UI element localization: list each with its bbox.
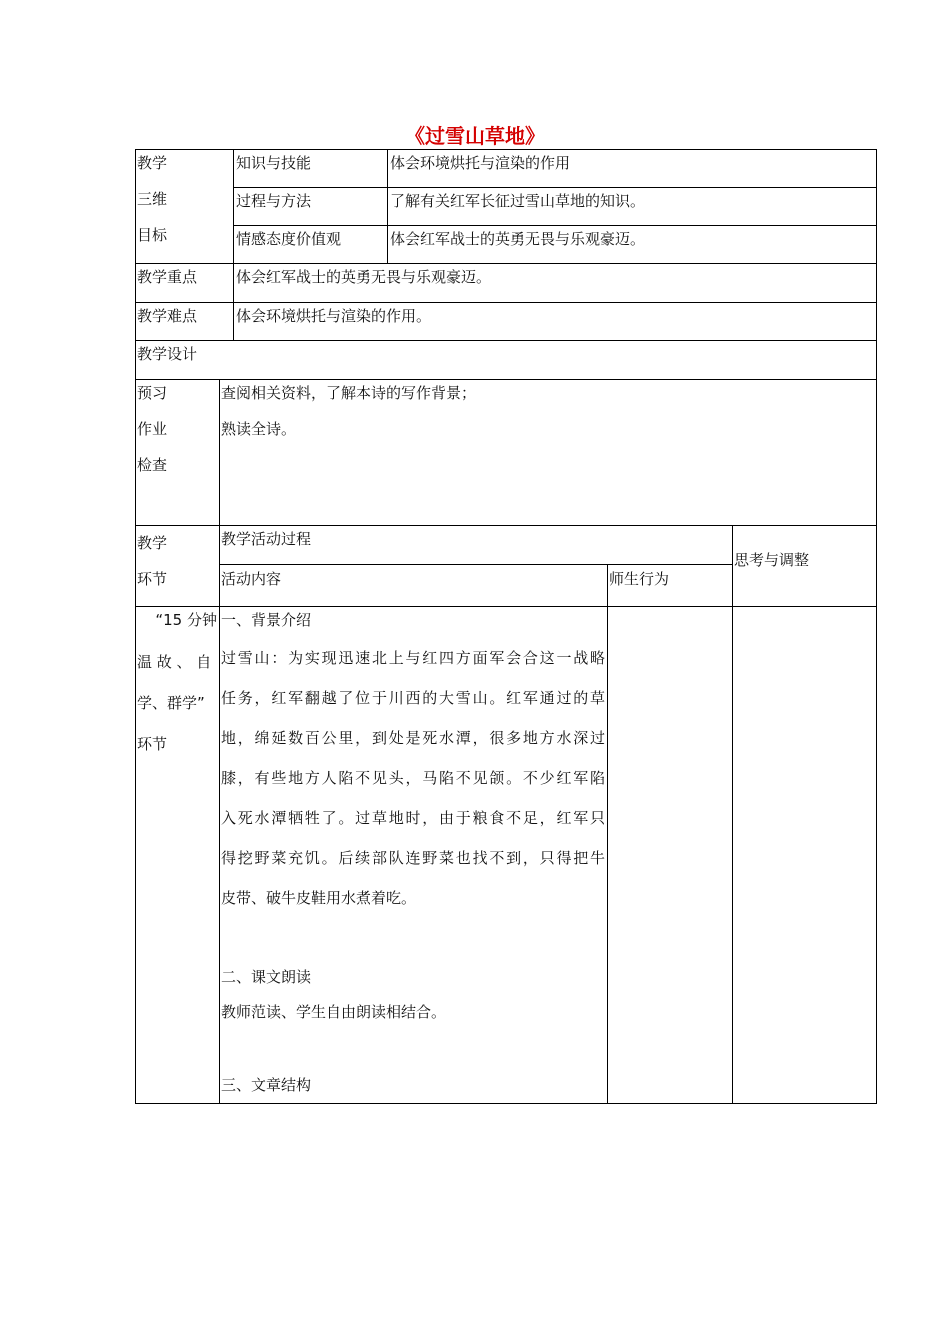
section-heading: 二、课文朗读: [221, 968, 312, 986]
section-heading: 一、背景介绍: [221, 611, 312, 629]
table-border-right: [876, 149, 877, 1104]
paragraph-line: 入死水潭牺牲了。过草地时，由于粮食不足，红军只: [221, 809, 605, 827]
goal-category: 情感态度价值观: [236, 230, 342, 248]
key-point-content: 体会红军战士的英勇无畏与乐观豪迈。: [236, 268, 492, 286]
background-paragraph: [221, 638, 605, 918]
table-divider: [135, 606, 877, 607]
difficulty-content: 体会环境烘托与渲染的作用。: [236, 307, 432, 325]
table-divider: [135, 379, 877, 380]
paragraph-line: 皮带、破牛皮鞋用水煮着吃。: [221, 889, 417, 907]
preview-line: 查阅相关资料，了解本诗的写作背景；: [221, 384, 477, 402]
teacher-student-header: 师生行为: [609, 570, 670, 588]
table-divider: [233, 149, 234, 341]
design-label: 教学设计: [137, 345, 198, 363]
table-divider: [732, 525, 733, 1104]
activity-process-header: 教学活动过程: [221, 530, 312, 548]
paragraph-line: 任务，红军翻越了位于川西的大雪山。红军通过的草: [221, 689, 605, 707]
preview-label: 预习: [137, 384, 168, 402]
paragraph-line: 过雪山：为实现迅速北上与红四方面军会合这一战略: [221, 649, 605, 667]
key-point-label: 教学重点: [137, 268, 198, 286]
table-border-left: [135, 149, 136, 1104]
goal-content: 体会红军战士的英勇无畏与乐观豪迈。: [390, 230, 646, 248]
goal-category: 知识与技能: [236, 154, 312, 172]
stage-label: 学、群学”: [137, 694, 205, 712]
preview-line: 熟读全诗。: [221, 420, 297, 438]
paragraph-line: 地，绵延数百公里，到处是死水潭，很多地方水深过: [221, 729, 605, 747]
goals-label: 目标: [137, 226, 168, 244]
stage-label: “15 分钟: [155, 611, 217, 629]
difficulty-label: 教学难点: [137, 307, 198, 325]
goal-category: 过程与方法: [236, 192, 312, 210]
table-divider: [219, 379, 220, 1104]
goal-content: 了解有关红军长征过雪山草地的知识。: [390, 192, 646, 210]
table-border-bottom: [135, 1103, 877, 1104]
stage-label: 温 故 、 自: [137, 653, 212, 671]
reading-text: 教师范读、学生自由朗读相结合。: [221, 1003, 447, 1021]
table-divider: [135, 340, 877, 341]
goal-content: 体会环境烘托与渲染的作用: [390, 154, 571, 172]
goals-label: 教学: [137, 154, 168, 172]
paragraph-line: 得挖野菜充饥。后续部队连野菜也找不到，只得把牛: [221, 849, 605, 867]
table-divider: [219, 564, 732, 565]
table-divider: [135, 263, 877, 264]
activity-content-header: 活动内容: [221, 570, 282, 588]
section-heading: 三、文章结构: [221, 1076, 312, 1094]
table-divider: [135, 302, 877, 303]
paragraph-line: 膝，有些地方人陷不见头，马陷不见颌。不少红军陷: [221, 769, 605, 787]
reflection-header: 思考与调整: [734, 551, 810, 569]
table-divider: [607, 564, 608, 1104]
table-border-top: [135, 149, 877, 150]
stage-header-label: 教学: [137, 534, 168, 552]
stage-header-label: 环节: [137, 570, 168, 588]
preview-label: 检查: [137, 456, 168, 474]
stage-label: 环节: [137, 735, 168, 753]
table-divider: [135, 525, 877, 526]
goals-label: 三维: [137, 190, 168, 208]
document-title: 《过雪山草地》: [405, 124, 545, 148]
table-divider: [233, 187, 877, 188]
table-divider: [233, 225, 877, 226]
table-divider: [387, 149, 388, 264]
preview-label: 作业: [137, 420, 168, 438]
